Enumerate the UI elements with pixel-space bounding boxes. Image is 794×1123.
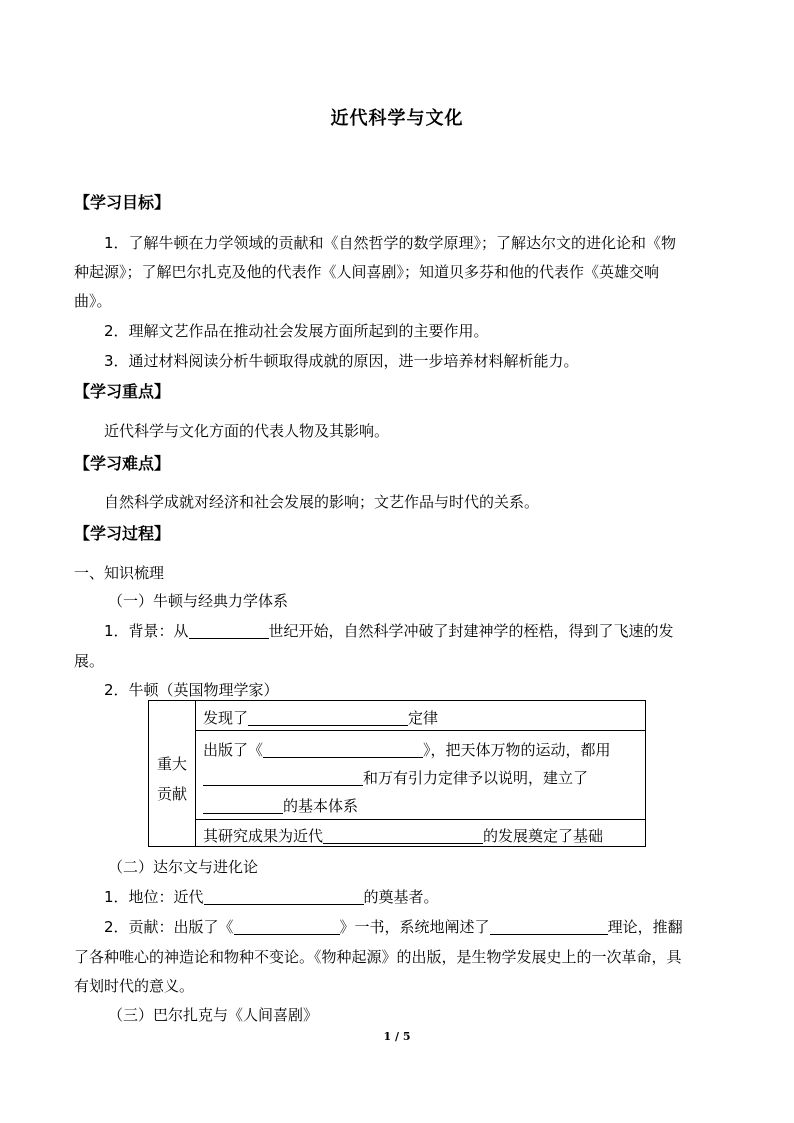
objective-1-line-3: 曲》。	[74, 292, 112, 310]
row-1-text-b: 定律	[408, 709, 439, 727]
difficulties-text: 自然科学成就对经济和社会发展的影响；文艺作品与时代的关系。	[104, 493, 540, 511]
table-row-2-line-3	[203, 795, 358, 816]
darwin-contribution-line-3: 有划时代的意义。	[74, 977, 195, 995]
darwin-contribution-line-2: 了各种唯心的神造论和物种不变论。《物种起源》的出版，是生物学发展史上的一次革命，具	[74, 948, 682, 966]
objective-2: 2．理解文艺作品在推动社会发展方面所起到的主要作用。	[104, 322, 489, 340]
background-text-b: 世纪开始，自然科学冲破了封建神学的桎梏，得到了飞速的发	[268, 622, 674, 640]
part-1-heading: 一、知识梳理	[74, 564, 165, 582]
blank-system[interactable]	[203, 798, 283, 814]
table-row-label	[149, 749, 195, 809]
newton-heading: 2．牛顿（英国物理学家）	[104, 681, 279, 699]
row-2-text-d: 的基本体系	[283, 797, 359, 815]
row-3-text-a: 其研究成果为近代	[203, 827, 324, 845]
table-row-3	[203, 825, 603, 846]
blank-law[interactable]	[248, 710, 408, 726]
darwin-position	[104, 886, 439, 907]
subsection-2-heading: （二）达尔文与进化论	[108, 858, 259, 876]
contribution-text-a: 2．贡献：出版了《	[104, 918, 234, 936]
table-divider-row-1	[195, 730, 645, 731]
blank-biology[interactable]	[204, 889, 364, 905]
background-text-a: 1．背景：从	[104, 622, 189, 640]
page-number: 1 / 5	[383, 1030, 411, 1043]
position-text-a: 1．地位：近代	[104, 888, 204, 906]
objective-3: 3．通过材料阅读分析牛顿取得成就的原因，进一步培养材料解析能力。	[104, 352, 579, 370]
objective-1-line-2: 种起源》；了解巴尔扎克及他的代表作《人间喜剧》；知道贝多芬和他的代表作《英雄交响	[74, 263, 660, 281]
contribution-text-c: 理论，推翻	[607, 918, 683, 936]
newton-contributions-table	[148, 700, 646, 847]
process-heading: 【学习过程】	[74, 524, 171, 543]
row-3-text-b: 的发展奠定了基础	[483, 827, 604, 845]
blank-laws-of-motion[interactable]	[203, 770, 363, 786]
row-2-text-c: 和万有引力定律予以说明，建立了	[363, 769, 589, 787]
row-1-text-a: 发现了	[203, 709, 249, 727]
table-row-2-line-1	[203, 739, 611, 760]
table-divider-vertical	[195, 701, 196, 846]
label-line-1: 重大	[156, 755, 187, 773]
key-points-text: 近代科学与文化方面的代表人物及其影响。	[104, 422, 390, 440]
background-line-2: 展。	[74, 652, 105, 670]
objectives-heading: 【学习目标】	[74, 193, 171, 212]
blank-evolution-theory[interactable]	[490, 919, 608, 935]
contribution-text-b: 》一书，系统地阐述了	[339, 918, 490, 936]
position-text-b: 的奠基者。	[363, 888, 439, 906]
darwin-contribution-line-1	[104, 916, 683, 937]
key-points-heading: 【学习重点】	[74, 382, 171, 401]
table-row-1	[203, 707, 438, 728]
subsection-3-heading: （三）巴尔扎克与《人间喜剧》	[108, 1006, 319, 1024]
table-divider-row-2	[195, 819, 645, 820]
table-row-2-line-2	[203, 767, 588, 788]
row-2-text-a: 出版了《	[203, 741, 264, 759]
blank-science[interactable]	[323, 828, 483, 844]
difficulties-heading: 【学习难点】	[74, 454, 171, 473]
objective-1-line-1: 1．了解牛顿在力学领域的贡献和《自然哲学的数学原理》；了解达尔文的进化论和《物	[104, 234, 677, 252]
page-title: 近代科学与文化	[330, 108, 464, 129]
blank-book-title[interactable]	[263, 742, 423, 758]
blank-century[interactable]	[189, 623, 269, 639]
background-line-1	[104, 620, 674, 641]
subsection-1-heading: （一）牛顿与经典力学体系	[108, 592, 289, 610]
blank-origin-book[interactable]	[234, 919, 340, 935]
label-line-2: 贡献	[156, 785, 187, 803]
row-2-text-b: 》，把天体万物的运动，都用	[423, 741, 611, 759]
